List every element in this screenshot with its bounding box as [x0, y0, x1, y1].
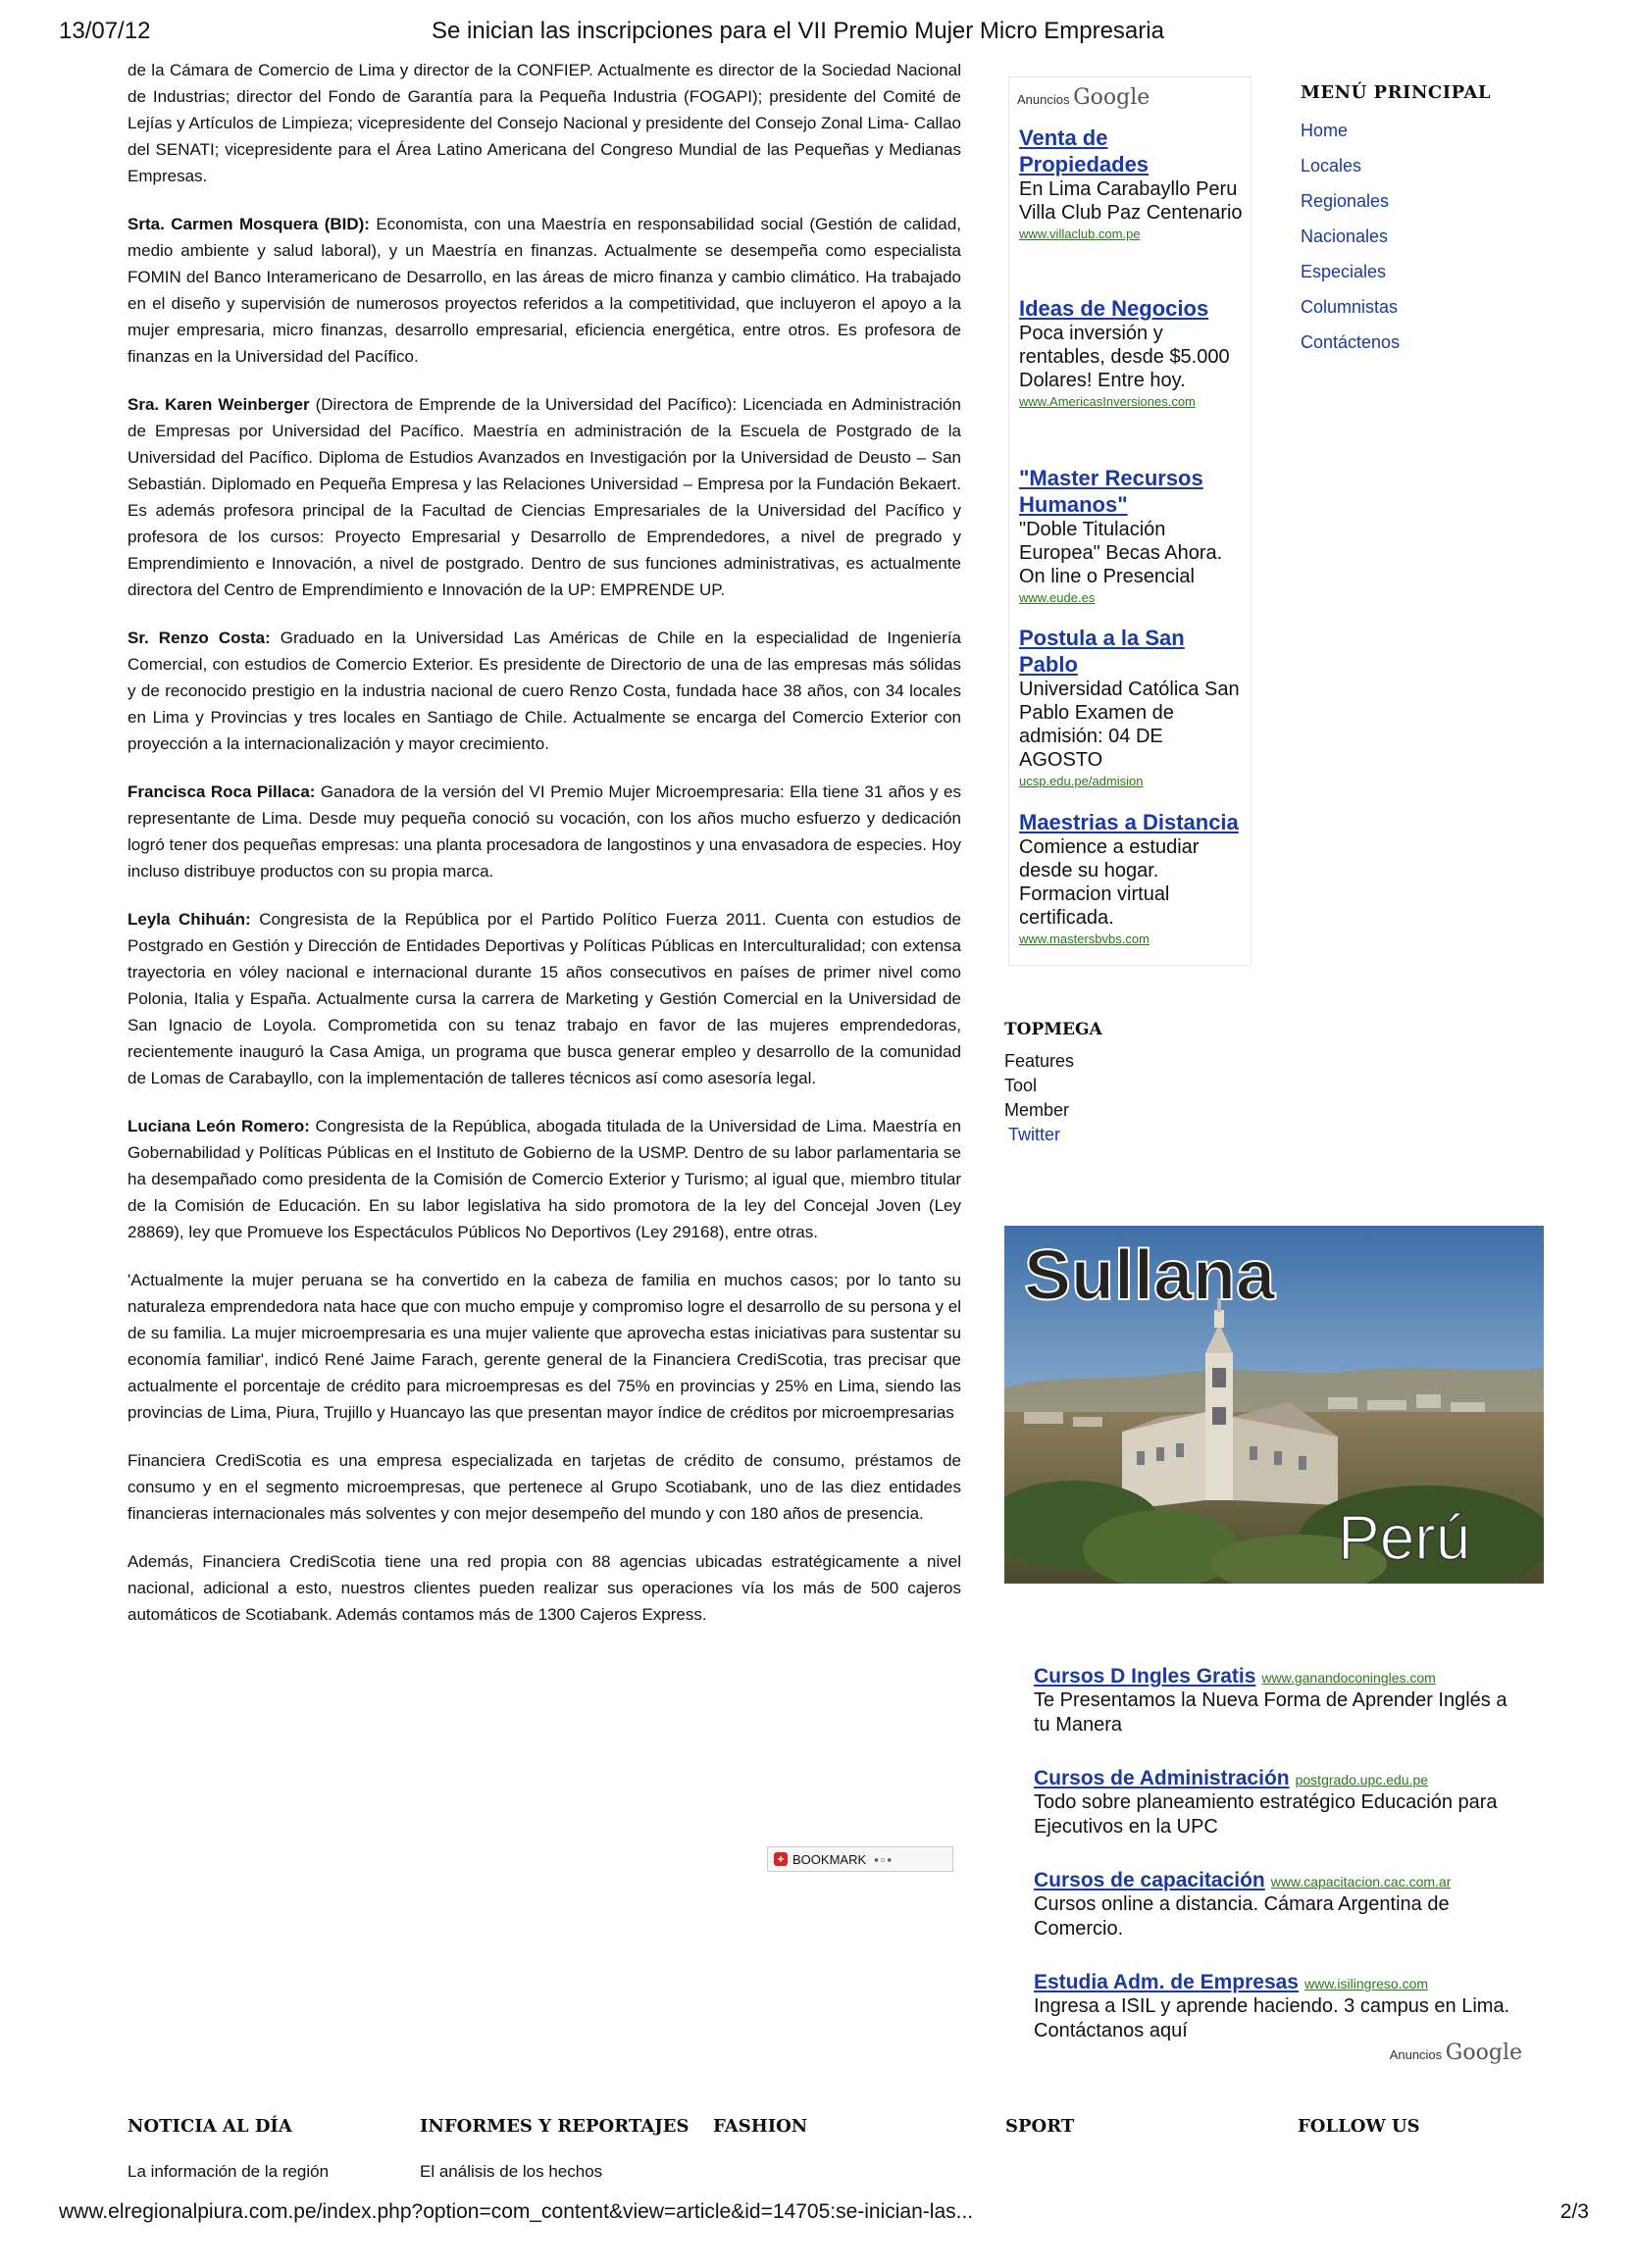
topmega-section	[1004, 1020, 1220, 1147]
menu-item-regionales[interactable]: Regionales	[1301, 191, 1390, 211]
topmega-heading: TOPMEGA	[1004, 1020, 1102, 1039]
article-paragraph	[128, 1113, 961, 1245]
ad-url-link[interactable]: postgrado.upc.edu.pe	[1295, 1772, 1429, 1788]
person-name: Srta. Carmen Mosquera (BID):	[128, 215, 370, 233]
ad-item	[1034, 1665, 1524, 1738]
article-paragraph	[128, 1548, 961, 1628]
ad-title-link[interactable]: "Master Recursos Humanos"	[1019, 466, 1203, 517]
footer-heading-informes[interactable]: INFORMES Y REPORTAJES	[420, 2116, 690, 2137]
bookmark-button[interactable]	[767, 1846, 953, 1872]
ad-url-link[interactable]: www.AmericasInversiones.com	[1019, 394, 1196, 409]
ad-title-link[interactable]: Maestrias a Distancia	[1019, 810, 1239, 834]
article-paragraph	[128, 57, 961, 189]
ad-text: En Lima Carabayllo Peru Villa Club Paz Centenario	[1019, 178, 1243, 224]
ad-title-link[interactable]: Estudia Adm. de Empresas	[1034, 1971, 1299, 1993]
google-ads-block-2	[1030, 1657, 1530, 2069]
ad-item	[1034, 1971, 1524, 2043]
paragraph-text: de la Cámara de Comercio de Lima y director de la CONFIEP. Actualmente es director de la Sociedad Nacional de Industrias; director del Fondo de Garantía para la Pequeña Industria (FOGAPI); presidente del Comité de Lejías y Artículos de Limpieza; vicepresidente del Consejo Nacional y presidente del Consejo Zonal Lima- Callao del SENATI; vicepresidente para el Área Latino Americana del Congreso Mundial de las Pequeñas y Medianas Empresas.	[128, 61, 961, 185]
article-paragraph	[128, 906, 961, 1091]
ad-title-link[interactable]: Cursos de capacitación	[1034, 1869, 1265, 1891]
ad-text: Cursos online a distancia. Cámara Argentina de Comercio.	[1034, 1893, 1450, 1940]
article-paragraph	[128, 1447, 961, 1527]
menu-item-columnistas[interactable]: Columnistas	[1301, 297, 1399, 317]
footer-sub-noticia: La información de la región	[128, 2162, 330, 2181]
ad-url-link[interactable]: www.villaclub.com.pe	[1019, 227, 1141, 241]
bookmark-label: BOOKMARK	[792, 1851, 867, 1867]
paragraph-text: Economista, con una Maestría en responsabilidad social (Gestión de calidad, medio ambiente y salud laboral), y un Maestría en finanzas. Actualmente se desempeña como especialista FOMIN del Banco Interamericano de Desarrollo, en las áreas de micro finanza y cambio climático. Ha trabajado en el diseño y supervisión de numerosos proyectos referidos a la competitividad, que incluyeron el apoyo a la mujer empresaria, micro finanzas, desarrollo empresarial, eficiencia energética, entre otros. Es profesora de finanzas en la Universidad del Pacífico.	[128, 215, 961, 366]
share-icons: ▪▫▪	[874, 1851, 894, 1867]
article-paragraph	[128, 625, 961, 757]
footer-heading-sport[interactable]: SPORT	[1005, 2116, 1075, 2137]
ad-text: "Doble Titulación Europea" Becas Ahora. On line o Presencial	[1019, 519, 1223, 587]
ads-brand-prefix: Anuncios	[1017, 92, 1070, 107]
ad-item	[1019, 809, 1243, 946]
topmega-item-features[interactable]: Features	[1004, 1051, 1075, 1071]
person-name: Sra. Karen Weinberger	[128, 395, 310, 414]
article-paragraph	[128, 1267, 961, 1426]
paragraph-text: 'Actualmente la mujer peruana se ha convertido en la cabeza de familia en muchos casos; por lo tanto su naturaleza emprendedora nata hace que con mucho empuje y compromiso logre el desarrollo de su persona y el de su familia. La mujer microempresaria es una mujer valiente que aprovecha estas iniciativas para sustentar su economía familiar', indicó René Jaime Farach, gerente general de la Financiera CrediScotia, tras precisar que actualmente el porcentaje de crédito para microempresas es del 75% en provincias y 25% en Lima, siendo las provincias de Lima, Piura, Trujillo y Huancayo las que presentan mayor índice de créditos por microempresarias	[128, 1271, 961, 1422]
menu-item-nacionales[interactable]: Nacionales	[1301, 227, 1389, 246]
person-name: Leyla Chihuán:	[128, 910, 251, 929]
ad-title-link[interactable]: Cursos de Administración	[1034, 1767, 1290, 1789]
topmega-item-tool[interactable]: Tool	[1004, 1076, 1038, 1095]
paragraph-text: Ganadora de la versión del VI Premio Mujer Microempresaria: Ella tiene 31 años y es representante de Lima. Desde muy pequeña conoció su vocación, con los años mucho esfuerzo y dedicación logró tener dos pequeñas empresas: una planta procesadora de langostinos y una envasadora de especies. Hoy incluso distribuye productos con su propia marca.	[128, 782, 961, 881]
print-title: Se inician las inscripciones para el VII Premio Mujer Micro Empresaria	[432, 18, 1164, 44]
paragraph-text: Financiera CrediScotia es una empresa especializada en tarjetas de crédito de consumo, préstamos de consumo y en el segmento microempresas, que pertenece al Grupo Scotiabank, uno de las diez entidades financieras internacionales más solventes y con mejor desempeño del mundo y con 180 años de presencia.	[128, 1451, 961, 1523]
paragraph-text: Graduado en la Universidad Las Américas de Chile en la especialidad de Ingeniería Comercial, con estudios de Comercio Exterior. Es presidente de Directorio de una de las empresas más sólidas y de reconocido prestigio en la industria nacional de cuero Renzo Costa, fundada hace 38 años, con 34 locales en Lima y Provincias y tres locales en Santiago de Chile. Actualmente se encarga del Comercio Exterior con proyección a la internacionalización y mayor crecimiento.	[128, 629, 961, 753]
menu-item-contactenos[interactable]: Contáctenos	[1301, 332, 1401, 352]
print-url: www.elregionalpiura.com.pe/index.php?option=com_content&view=article&id=14705:se-inician-las...	[59, 2200, 974, 2223]
sullana-photo	[1004, 1226, 1544, 1584]
ad-title-link[interactable]: Postula a la San Pablo	[1019, 626, 1185, 677]
main-menu	[1301, 82, 1536, 360]
menu-item-locales[interactable]: Locales	[1301, 156, 1362, 176]
print-date: 13/07/12	[59, 18, 151, 44]
google-ads-panel	[1008, 76, 1252, 966]
ad-url-link[interactable]: www.capacitacion.cac.com.ar	[1270, 1874, 1452, 1890]
ad-text: Todo sobre planeamiento estratégico Educación para Ejecutivos en la UPC	[1034, 1791, 1498, 1838]
menu-item-especiales[interactable]: Especiales	[1301, 262, 1387, 281]
footer-heading-follow-us[interactable]: FOLLOW US	[1298, 2116, 1420, 2137]
paragraph-text: Congresista de la República, abogada titulada de la Universidad de Lima. Maestría en Gobernabilidad y Políticas Públicas en el Instituto de Gobierno de la USMP. Dentro de su labor parlamentaria se ha desempañado como presidenta de la Comisión de Comercio Exterior y Turismo; al igual que, miembro titular de la Comisión de Educación. En su labor legislativa ha sido promotora de la ley del Concejal Joven (Ley 28869), ley que Promueve los Espectáculos Públicos No Deportivos (Ley 29168), entre otras.	[128, 1117, 962, 1241]
page-number: 2/3	[1559, 2200, 1589, 2223]
footer-heading-noticia[interactable]: NOTICIA AL DÍA	[128, 2116, 292, 2137]
print-header	[59, 18, 1589, 57]
photo-illustration	[1004, 1226, 1544, 1584]
article-paragraph	[128, 211, 961, 370]
paragraph-text: (Directora de Emprende de la Universidad del Pacífico): Licenciada en Administración de Empresas por Universidad del Pacífico. Maestría en administración de la Escuela de Postgrado de la Universidad del Pacífico. Diploma de Estudios Avanzados en Investigación por la Universidad de Deusto – San Sebastián. Diplomado en Pequeña Empresa y las Relaciones Universidad – Empresa por la Fundación Bekaert. Es además profesora principal de la Facultad de Ciencias Empresariales de la Universidad del Pacífico y profesora de los cursos: Proyecto Empresarial y Desarrollo de Emprendedores, a nivel de pregrado y Emprendimiento e Innovación, a nivel de postgrado. Dentro de sus funciones administrativas, es actualmente directora del Centro de Emprendimiento e Innovación de la UP: EMPRENDE UP.	[128, 395, 961, 599]
article-paragraph	[128, 391, 961, 603]
article-paragraph	[128, 779, 961, 884]
ad-url-link[interactable]: ucsp.edu.pe/admision	[1019, 774, 1144, 788]
ad-item	[1034, 1869, 1524, 1941]
person-name: Luciana León Romero:	[128, 1117, 310, 1135]
ad-text: Ingresa a ISIL y aprende haciendo. 3 campus en Lima. Contáctanos aquí	[1034, 1995, 1510, 2041]
ad-item	[1019, 125, 1243, 241]
ad-url-link[interactable]: www.ganandoconingles.com	[1261, 1670, 1436, 1686]
ad-item	[1019, 625, 1243, 788]
footer-sub-informes: El análisis de los hechos	[420, 2162, 603, 2181]
ad-title-link[interactable]: Ideas de Negocios	[1019, 296, 1209, 321]
ad-item	[1019, 465, 1243, 605]
paragraph-text: Congresista de la República por el Partido Político Fuerza 2011. Cuenta con estudios de Postgrado en Gestión y Dirección de Entidades Deportivas y Políticas Públicas en Interculturalidad; con extensa trayectoria en vóley nacional e internacional durante 15 años consecutivos en países de primer nivel como Polonia, Italia y España. Actualmente cursa la carrera de Marketing y Gestión Comercial en la Universidad de San Ignacio de Loyola. Comprometida con su tenaz trabajo en favor de las mujeres emprendedoras, recientemente inauguró la Casa Amiga, un programa que busca generar empleo y desarrollo de la comunidad de Lomas de Carabayllo, con la implementación de talleres técnicos así como asesoría legal.	[128, 910, 961, 1087]
footer-heading-fashion[interactable]: FASHION	[713, 2116, 808, 2137]
google-logo: Google	[1073, 85, 1150, 110]
photo-title: Sullana	[1024, 1236, 1276, 1315]
article-body	[128, 57, 961, 1649]
footer-nav	[128, 2116, 1540, 2145]
ad-title-link[interactable]: Cursos D Ingles Gratis	[1034, 1665, 1256, 1688]
main-menu-heading: MENÚ PRINCIPAL	[1301, 82, 1492, 103]
google-logo: Google	[1445, 2041, 1522, 2065]
topmega-item-member[interactable]: Member	[1004, 1100, 1070, 1120]
person-name: Francisca Roca Pillaca:	[128, 782, 316, 801]
plus-icon: +	[774, 1852, 788, 1866]
ad-url-link[interactable]: www.isilingreso.com	[1303, 1976, 1429, 1991]
ads-brand-prefix: Anuncios	[1389, 2047, 1443, 2062]
ad-url-link[interactable]: www.mastersbvbs.com	[1019, 932, 1150, 946]
ads-brand	[1390, 2041, 1522, 2065]
paragraph-text: Además, Financiera CrediScotia tiene una red propia con 88 agencias ubicadas estratégicamente a nivel nacional, adicional a esto, nuestros clientes pueden realizar sus operaciones vía los más de 500 cajeros automáticos de Scotiabank. Además contamos más de 1300 Cajeros Express.	[128, 1552, 961, 1624]
ad-url-link[interactable]: www.eude.es	[1019, 590, 1096, 605]
twitter-link[interactable]: Twitter	[1008, 1125, 1061, 1144]
ad-text: Universidad Católica San Pablo Examen de admisión: 04 DE AGOSTO	[1019, 679, 1240, 771]
person-name: Sr. Renzo Costa:	[128, 629, 271, 647]
ad-item	[1019, 295, 1243, 409]
ads-brand	[1017, 85, 1150, 110]
ad-text: Poca inversión y rentables, desde $5.000 Dolares! Entre hoy.	[1019, 323, 1230, 391]
ad-title-link[interactable]: Venta de Propiedades	[1019, 126, 1150, 176]
photo-subtitle: Perú	[1338, 1502, 1471, 1573]
ad-text: Te Presentamos la Nueva Forma de Aprender Inglés a tu Manera	[1034, 1689, 1507, 1736]
ad-text: Comience a estudiar desde su hogar. Formacion virtual certificada.	[1019, 836, 1200, 929]
ad-item	[1034, 1767, 1524, 1840]
menu-item-home[interactable]: Home	[1301, 121, 1349, 140]
